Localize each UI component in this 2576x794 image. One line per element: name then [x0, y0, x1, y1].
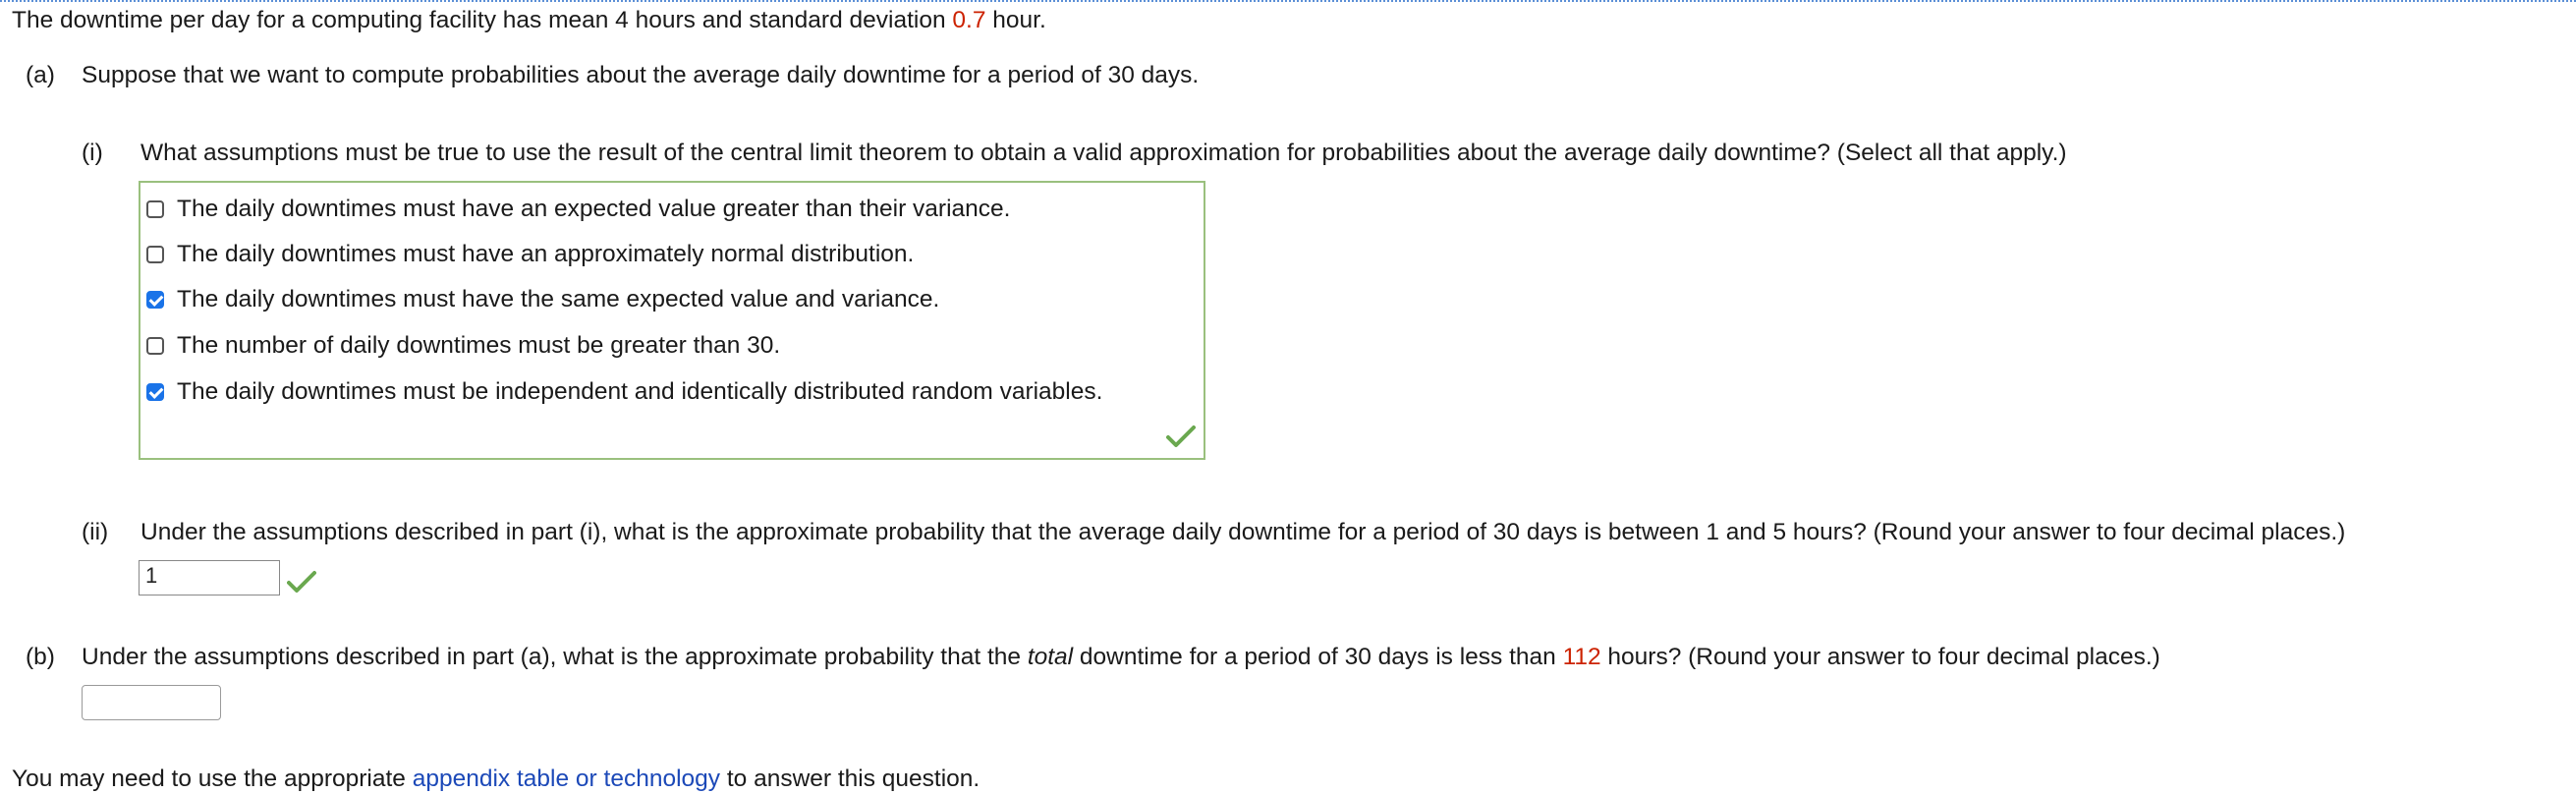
choice-4-label: The number of daily downtimes must be greater than 30. [177, 332, 781, 359]
choice-5-label: The daily downtimes must be independent and identically distributed random variables. [177, 378, 1103, 405]
part-b-italic: total [1027, 644, 1074, 670]
sub-ii-question: Under the assumptions described in part (i), what is the approximate probability that the average daily downtime for a period of 30 days is between 1 and 5 hours? (Round your answer to four decimal places.) [140, 519, 2346, 545]
footer-note [12, 765, 980, 794]
part-a-label: (a) [26, 62, 55, 88]
correct-check-icon [1166, 425, 1196, 448]
part-b-text-1: Under the assumptions described in part (a), what is the approximate probability that the [82, 644, 1028, 670]
checkbox-2[interactable] [146, 246, 164, 263]
intro-text-end: hour. [985, 7, 1046, 33]
choice-5[interactable] [146, 377, 1102, 407]
part-a-text: Suppose that we want to compute probabilities about the average daily downtime for a period of 30 days. [82, 62, 1200, 88]
sub-ii-label: (ii) [82, 519, 109, 545]
sub-ii-answer-field[interactable]: 1 [139, 560, 280, 596]
choice-4[interactable] [146, 331, 780, 361]
sub-i-label: (i) [82, 140, 103, 166]
sub-i-question: What assumptions must be true to use the result of the central limit theorem to obtain a valid approximation for probabilities about the average daily downtime? (Select all that apply.) [140, 140, 2067, 166]
part-b-text-3: hours? (Round your answer to four decimal places.) [1600, 644, 2160, 670]
footer-text-2: to answer this question. [720, 766, 980, 792]
part-b-answer-field[interactable] [82, 685, 221, 720]
checkbox-4[interactable] [146, 337, 164, 355]
choice-2-label: The daily downtimes must have an approximately normal distribution. [177, 241, 915, 267]
checkbox-5[interactable] [146, 383, 164, 401]
checkbox-1[interactable] [146, 200, 164, 218]
checkbox-3[interactable] [146, 291, 164, 309]
appendix-link[interactable]: appendix table or technology [412, 766, 721, 792]
part-b-label: (b) [26, 644, 55, 670]
problem-intro [12, 6, 1046, 35]
choice-2[interactable] [146, 240, 914, 269]
hours-value: 112 [1562, 644, 1601, 670]
choice-1-label: The daily downtimes must have an expected value greater than their variance. [177, 196, 1011, 222]
part-b-text-2: downtime for a period of 30 days is less than [1073, 644, 1563, 670]
correct-check-icon [287, 570, 316, 594]
std-value: 0.7 [952, 7, 986, 33]
top-dotted-border [0, 0, 2576, 2]
choice-1[interactable] [146, 195, 1010, 224]
choice-3-label: The daily downtimes must have the same expected value and variance. [177, 286, 940, 312]
choices-box [139, 181, 1205, 460]
footer-text-1: You may need to use the appropriate [12, 766, 413, 792]
intro-text: The downtime per day for a computing facility has mean 4 hours and standard deviation [12, 7, 953, 33]
part-b-question [82, 643, 2160, 672]
choice-3[interactable] [146, 285, 939, 314]
